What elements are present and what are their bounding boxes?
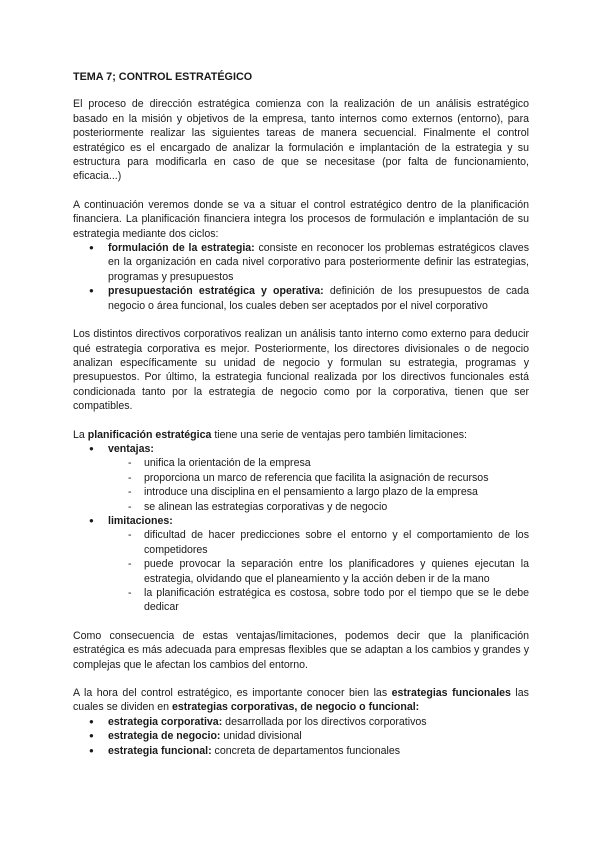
pros-cons-list <box>73 442 529 615</box>
list-item <box>73 284 529 313</box>
sublist-item: - puede provocar la separación entre los planificadores y quienes ejecutan la estrategia, olvidando que el planeamiento y la acción deben ir de la mano <box>73 557 529 586</box>
bold-term: planificación estratégica <box>87 428 212 441</box>
list-item-text: desarrollada por los directivos corporativos <box>222 715 427 728</box>
sublist-item: - introduce una disciplina en el pensamiento a largo plazo de la empresa <box>73 485 529 499</box>
list-item-term: estrategia funcional: <box>108 744 212 757</box>
list-item-text: consiste en reconocer los problemas estratégicos claves en la organización en cada nivel corporativo para posteriormente definir las estrategias, programas y presupuestos <box>108 242 529 283</box>
sublist-item: - proporciona un marco de referencia que facilita la asignación de recursos <box>73 471 529 485</box>
list-item-term: presupuestación estratégica y operativa: <box>108 285 324 298</box>
strategies-list <box>73 715 529 758</box>
limitaciones-sublist <box>73 528 529 614</box>
list-item-ventajas <box>73 442 529 514</box>
bold-term: estrategias corporativas, de negocio o funcional: <box>171 701 420 714</box>
list-item-text: concreta de departamentos funcionales <box>211 744 401 757</box>
document-page <box>73 70 529 758</box>
list-item-limitaciones <box>73 514 529 615</box>
list-item-term: formulación de la estrategia: <box>108 242 255 255</box>
planning-paragraph: A continuación veremos donde se va a situar el control estratégico dentro de la planificación financiera. La planificación financiera integra los procesos de formulación e implantación de su estrategia mediante dos ciclos: <box>73 198 529 240</box>
sublist-item: - se alinean las estrategias corporativas y de negocio <box>73 500 529 514</box>
cycles-list <box>73 241 529 313</box>
strategies-intro-paragraph <box>73 686 529 715</box>
bold-term: estrategias funcionales <box>391 687 511 700</box>
ventajas-sublist <box>73 456 529 514</box>
list-item-term: limitaciones: <box>108 514 173 527</box>
sublist-item: - la planificación estratégica es costosa, sobre todo por el tiempo que se le debe dedicar <box>73 586 529 615</box>
text-run: las cuales se dividen en <box>73 687 529 714</box>
list-item-text: definición de los presupuestos de cada negocio o área funcional, los cuales deben ser aceptados por el nivel corporativo <box>108 285 529 312</box>
directors-paragraph: Los distintos directivos corporativos realizan un análisis tanto interno como externo para deducir qué estrategia corporativa es mejor. Posteriormente, los directores divisionales o de negocio analizan específicamente su unidad de negocio y formulan su estrategia, programas y presupuestos. Por último, la estrategia funcional realizada por los directivos funcionales está condicionada tanto por la estrategia de negocio como por la corporativa, tienen que ser compatibles. <box>73 328 529 413</box>
page-title: TEMA 7; CONTROL ESTRATÉGICO <box>73 71 253 83</box>
list-item-term: estrategia corporativa: <box>108 715 223 728</box>
intro-paragraph: El proceso de dirección estratégica comienza con la realización de un análisis estratégico basado en la misión y objetivos de la empresa, tanto internos como externos (entorno), para posteriormente realizar las siguientes tareas de manera secuencial. Finalmente el control estratégico es el encargado de analizar la formulación e implantación de la estrategia y su estructura para modificarla en caso de que se necesitase (por falta de funcionamiento, eficacia...) <box>73 98 529 183</box>
list-item-term: ventajas: <box>108 442 154 455</box>
list-item <box>73 241 529 284</box>
text-run: tiene una serie de ventajas pero también limitaciones: <box>211 428 467 441</box>
sublist-item: - unifica la orientación de la empresa <box>73 456 529 470</box>
text-run: A la hora del control estratégico, es importante conocer bien las <box>73 687 392 700</box>
list-item <box>73 744 529 758</box>
list-item-text: unidad divisional <box>220 730 302 743</box>
text-run: La <box>73 428 88 441</box>
sublist-item: - dificultad de hacer predicciones sobre el entorno y el comportamiento de los competidores <box>73 528 529 557</box>
list-item <box>73 715 529 729</box>
list-item <box>73 729 529 743</box>
consequence-paragraph: Como consecuencia de estas ventajas/limitaciones, podemos decir que la planificación estratégica es más adecuada para empresas flexibles que se adaptan a los cambios y grandes y complejas que le afectan los cambios del entorno. <box>73 629 529 671</box>
list-item-term: estrategia de negocio: <box>108 730 221 743</box>
planning-limits-paragraph <box>73 428 529 442</box>
